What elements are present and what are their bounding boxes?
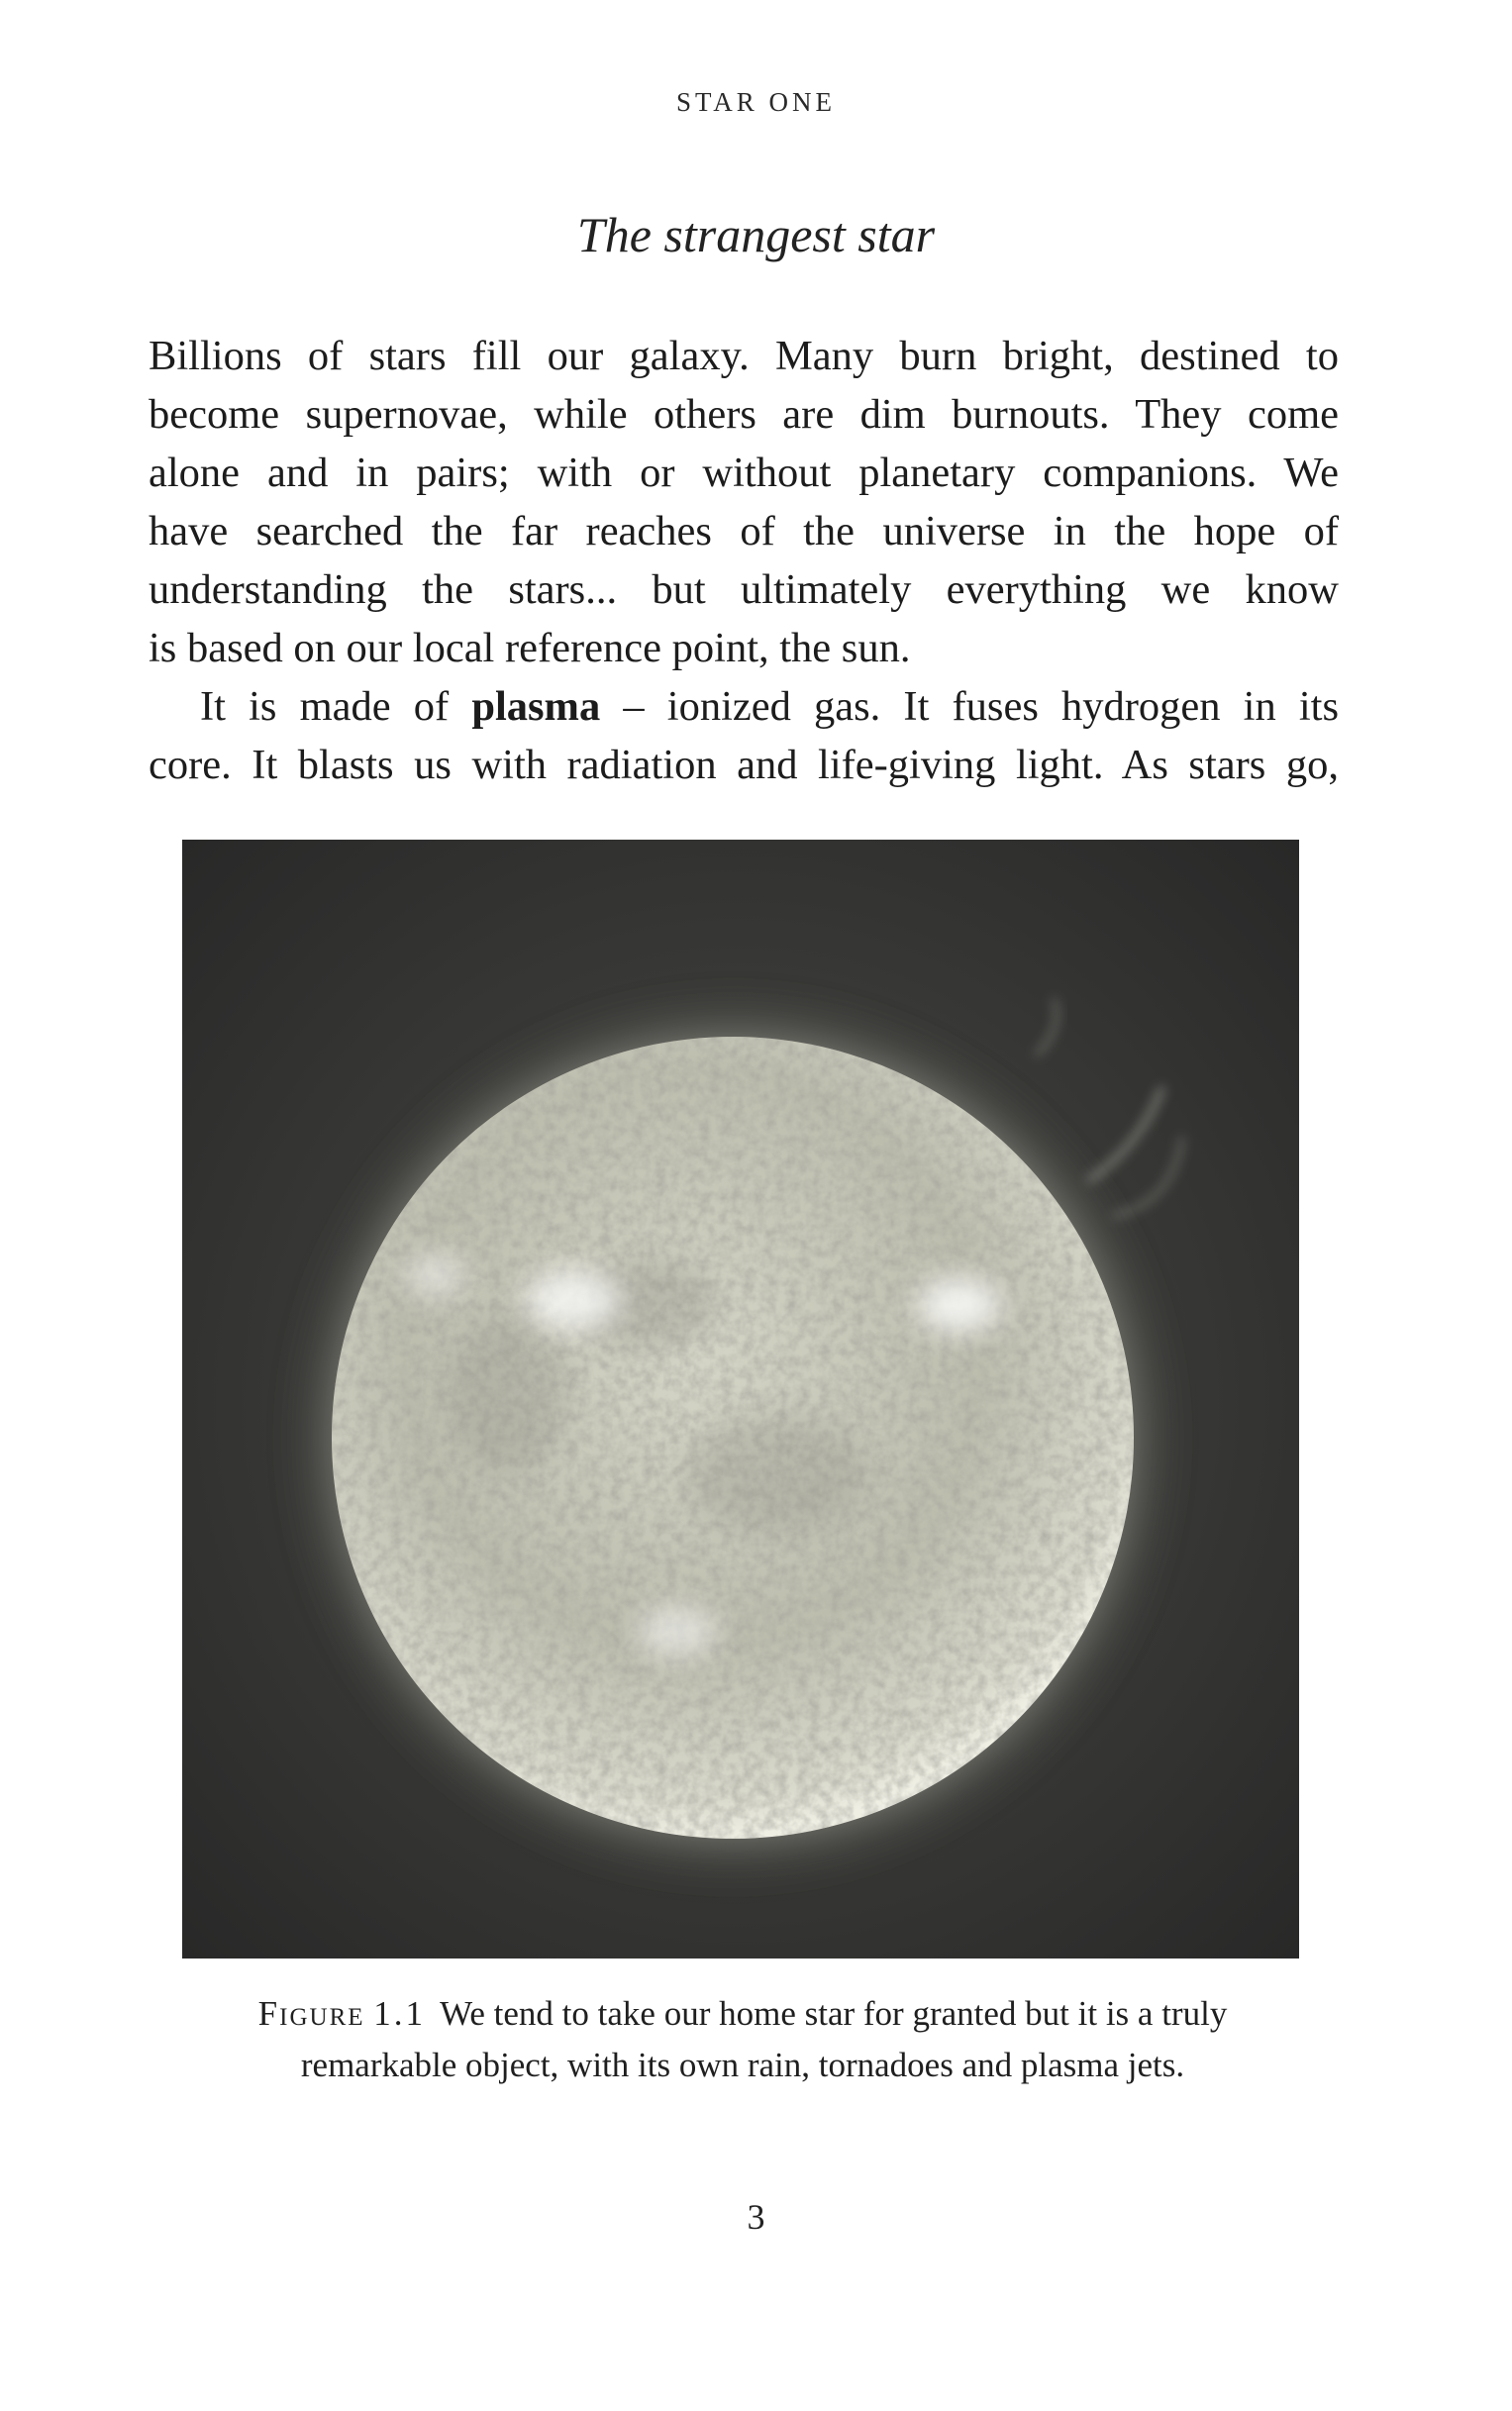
paragraph-line: is based on our local reference point, the sun. [149,625,911,671]
caption-line: remarkable object, with its own rain, tornadoes and plasma jets. [300,2046,1185,2084]
chapter-title: The strangest star [576,207,936,262]
running-head: STAR ONE [675,87,837,117]
paragraph-line: have searched the far reaches of the universe in the hope of [149,508,1339,554]
text-run: It is made of [200,683,450,730]
caption-line [158,1988,1327,2040]
paragraph-line: alone and in pairs; with or without planetary companions. We [149,450,1339,496]
figure-number: 1.1 [373,1994,427,2033]
text-run: – ionized gas. It fuses hydrogen in its [623,683,1340,730]
paragraph-line: become supernovae, while others are dim burnouts. They come [149,391,1339,438]
body-text [149,327,1339,794]
page-number: 3 [747,2197,765,2237]
paragraph-line: understanding the stars... but ultimately everything we know [149,566,1339,613]
caption-text: We tend to take our home star for granted but it is a truly [440,1994,1228,2033]
figure-caption [158,1988,1327,2091]
paragraph-line: Billions of stars fill our galaxy. Many burn bright, destined to [149,333,1339,379]
paragraph-line: core. It blasts us with radiation and life-giving light. As stars go, [149,742,1339,788]
paragraph-line [149,677,1339,736]
figure-label: Figure [257,1994,365,2033]
sun-photograph [182,840,1299,1959]
bold-term: plasma [471,683,601,730]
